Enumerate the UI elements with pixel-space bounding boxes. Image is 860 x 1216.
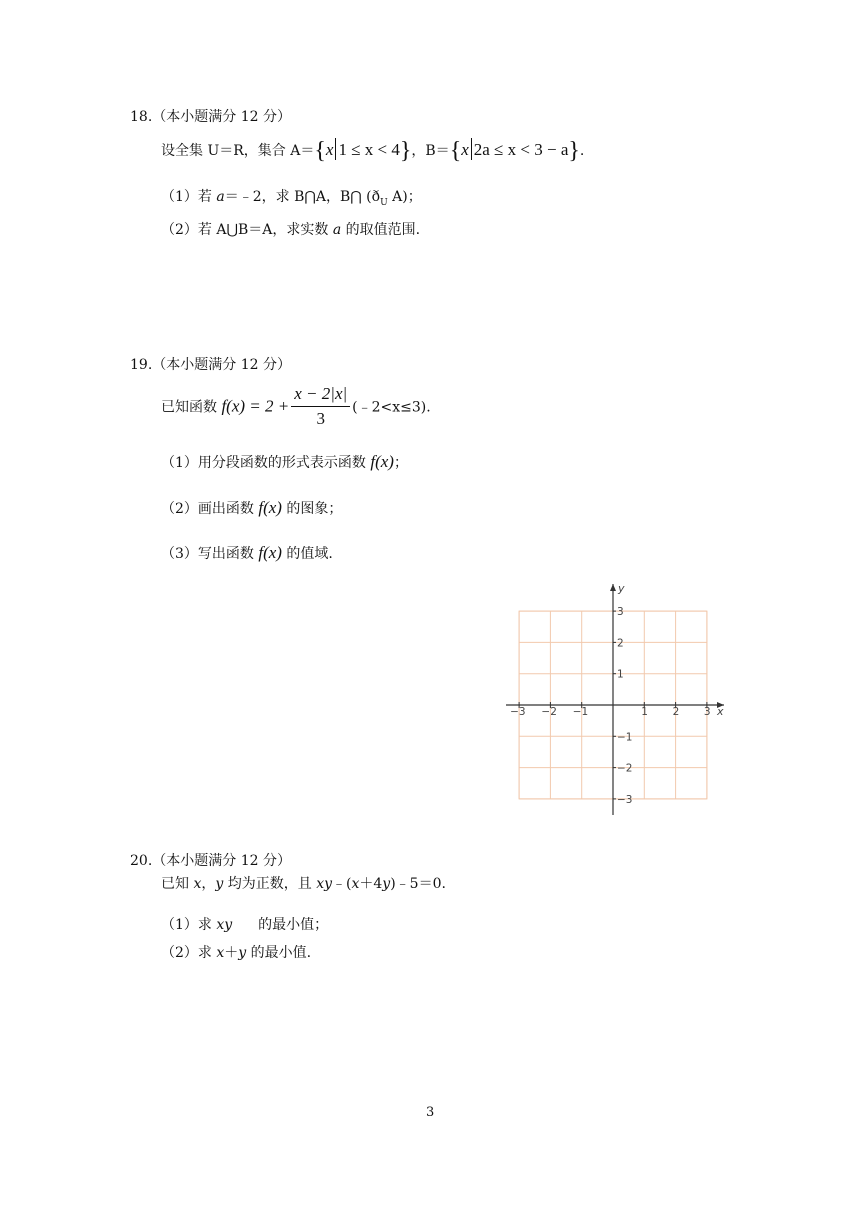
q19-p1-prefix: （1）用分段函数的形式表示函数 [161,455,371,471]
q20-intro [161,873,446,893]
q19-p3-prefix: （3）写出函数 [161,546,259,562]
q18-p1-text: ＝﹣2，求 B⋂A，B⋂ (ð [224,189,381,205]
q19-part1 [161,452,408,472]
q18-p1-sub: U [380,197,388,208]
q20-p1-end: 的最小值； [258,917,329,933]
q20-intro-x: x [193,876,202,892]
set-b-cond: 2a ≤ x < 3 − a [473,140,569,159]
q20-intro-f: ＋4 [359,876,383,892]
q20-p1-prefix: （1）求 [161,917,217,933]
q20-intro-y: y [215,876,224,892]
q19-domain: (﹣2<x≤3). [352,399,431,416]
q18-intro [161,138,584,165]
set-b-var: x [461,140,469,159]
q19-func: f(x) = 2 + [221,396,290,416]
y-tick-label: 3 [617,606,624,619]
y-axis-label: y [618,582,625,595]
q18-p2-end: 的取值范围. [341,222,421,238]
q20-intro-e: x [351,876,360,892]
y-axis-arrow [610,584,616,591]
q20-intro-a: 已知 [161,876,194,892]
q20-intro-b: ， [201,876,216,892]
y-tick-label: 1 [617,668,624,681]
q18-heading: 18.（本小题满分 12 分） [130,109,291,125]
q19-part3 [161,543,333,563]
x-tick-label: −1 [572,706,589,718]
q18-part2 [161,219,420,239]
q19-p1-func: f(x) [370,452,394,471]
q19-heading: 19.（本小题满分 12 分） [130,357,291,373]
q19-part2 [161,498,342,518]
q18-p2-prefix: （2）若 A⋃B＝A，求实数 [161,222,333,238]
q19-p3-func: f(x) [258,543,282,562]
q18-end: . [579,143,585,159]
q20-p2-y: y [238,945,247,961]
q18-p1-prefix: （1）若 [161,189,217,205]
q18-p2-var: a [332,222,342,238]
q19-intro [161,384,431,429]
y-tick-label: −3 [617,793,633,806]
coordinate-grid [500,578,740,828]
q19-frac-den: 3 [316,409,325,428]
q19-p3-end: 的值域. [281,546,333,562]
q20-p2-prefix: （2）求 [161,945,217,961]
q19-intro-prefix: 已知函数 [161,399,222,416]
q18-sep: ，B＝ [411,143,450,159]
axes [506,584,724,815]
y-tick-label: −1 [617,731,633,744]
q20-part1 [161,914,328,934]
x-tick-label: 1 [641,706,648,718]
q20-intro-g: y [382,876,391,892]
q19-p2-prefix: （2）画出函数 [161,501,259,517]
q20-intro-expr: xy [316,876,332,892]
q20-p2-x: x [216,945,225,961]
q18-intro-prefix: 设全集 U＝R，集合 A＝ [161,143,315,159]
y-tick-label: 2 [617,637,624,650]
q20-p1-var: xy [216,917,233,933]
page-number: 3 [426,1105,435,1120]
q20-intro-h: )﹣5＝0. [390,876,446,892]
q19-fraction [291,384,350,429]
q20-part2 [161,942,311,962]
x-axis-label: x [717,705,724,718]
q19-p2-func: f(x) [258,498,282,517]
set-a: {x 1 ≤ x < 4} [314,138,412,164]
x-tick-label: 3 [703,706,711,718]
x-tick-label: 2 [672,706,680,718]
q18-p1-end: A)； [387,189,422,205]
q20-intro-c: 均为正数，且 [223,876,317,892]
set-a-var: x [325,140,334,159]
x-tick-label: −2 [541,706,557,718]
q19-frac-num: x − 2|x| [291,384,350,407]
set-a-cond: 1 ≤ x < 4 [338,140,400,159]
q19-p2-end: 的图象； [281,501,343,517]
q20-p2-mid: ＋ [224,945,239,961]
tick-labels [510,582,724,806]
q20-heading: 20.（本小题满分 12 分） [130,853,291,869]
set-b: {x 2a ≤ x < 3 − a} [449,138,580,164]
x-tick-label: −3 [510,706,526,718]
q20-p2-end: 的最小值. [246,945,312,961]
q18-p1-var: a [216,189,225,205]
q20-intro-d: ﹣( [332,876,352,892]
y-tick-label: −2 [617,762,633,775]
q18-part1 [161,186,422,208]
q19-p1-end: ； [393,455,408,471]
